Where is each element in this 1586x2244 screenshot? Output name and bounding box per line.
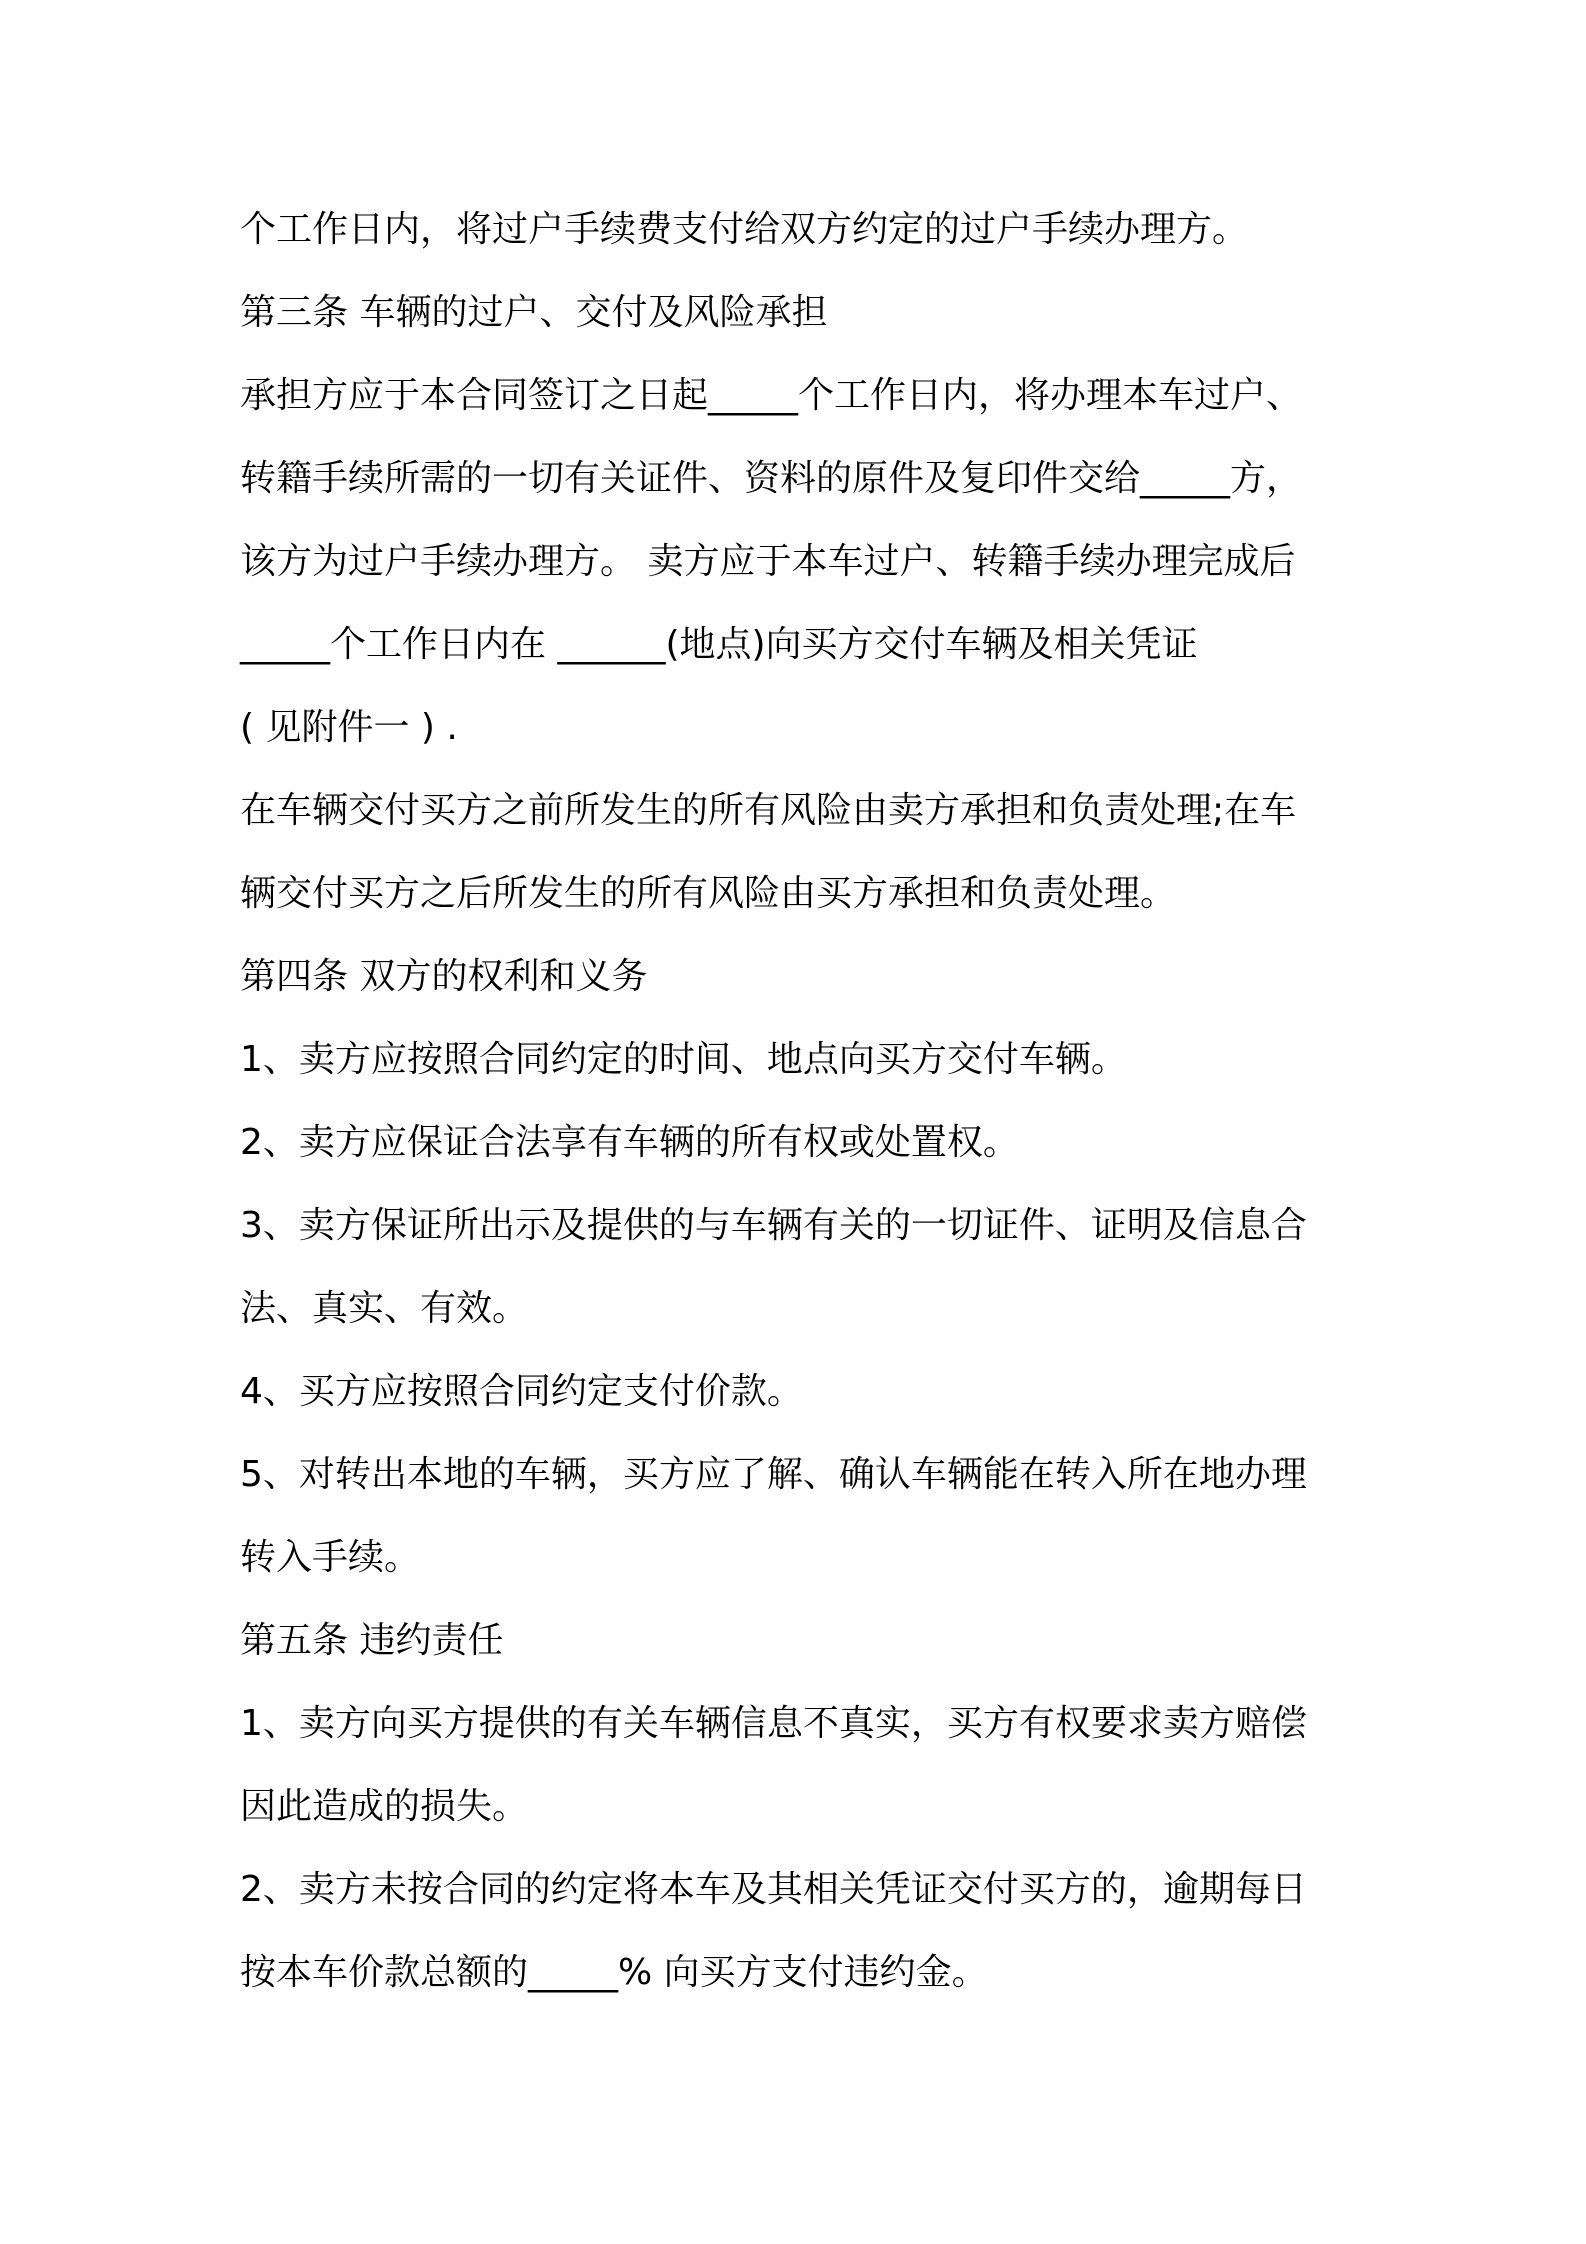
list-item: 1、卖方向买方提供的有关车辆信息不真实，买方有权要求卖方赔偿 <box>240 1703 1307 1744</box>
text-line: 该方为过户手续办理方。 卖方应于本车过户、转籍手续办理完成后 <box>240 541 1296 582</box>
text-line: 转籍手续所需的一切有关证件、资料的原件及复印件交给_____方， <box>240 458 1303 499</box>
list-item: 4、买方应按照合同约定支付价款。 <box>240 1371 803 1412</box>
list-item: 5、对转出本地的车辆，买方应了解、确认车辆能在转入所在地办理 <box>240 1454 1307 1495</box>
text-line: 辆交付买方之后所发生的所有风险由买方承担和负责处理。 <box>240 873 1177 914</box>
list-item: 2、卖方未按合同的约定将本车及其相关凭证交付买方的，逾期每日 <box>240 1869 1307 1910</box>
text-line: _____个工作日内在 ______(地点)向买方交付车辆及相关凭证 <box>240 624 1198 665</box>
text-line: ( 见附件一 ) . <box>240 707 458 748</box>
text-line: 个工作日内，将过户手续费支付给双方约定的过户手续办理方。 <box>240 209 1249 250</box>
list-item: 1、卖方应按照合同约定的时间、地点向买方交付车辆。 <box>240 1039 1127 1080</box>
list-item: 2、卖方应保证合法享有车辆的所有权或处置权。 <box>240 1122 1019 1163</box>
section-heading-article-5: 第五条 违约责任 <box>240 1620 504 1661</box>
list-item-continuation: 法、真实、有效。 <box>240 1288 529 1329</box>
list-item-continuation: 转入手续。 <box>240 1537 421 1578</box>
list-item-continuation: 按本车价款总额的_____% 向买方支付违约金。 <box>240 1952 988 1993</box>
text-line: 在车辆交付买方之前所发生的所有风险由卖方承担和负责处理;在车 <box>240 790 1297 831</box>
section-heading-article-4: 第四条 双方的权利和义务 <box>240 956 648 997</box>
list-item-continuation: 因此造成的损失。 <box>240 1786 529 1827</box>
list-item: 3、卖方保证所出示及提供的与车辆有关的一切证件、证明及信息合 <box>240 1205 1307 1246</box>
section-heading-article-3: 第三条 车辆的过户、交付及风险承担 <box>240 292 828 333</box>
text-line: 承担方应于本合同签订之日起_____个工作日内，将办理本车过户、 <box>240 375 1303 416</box>
